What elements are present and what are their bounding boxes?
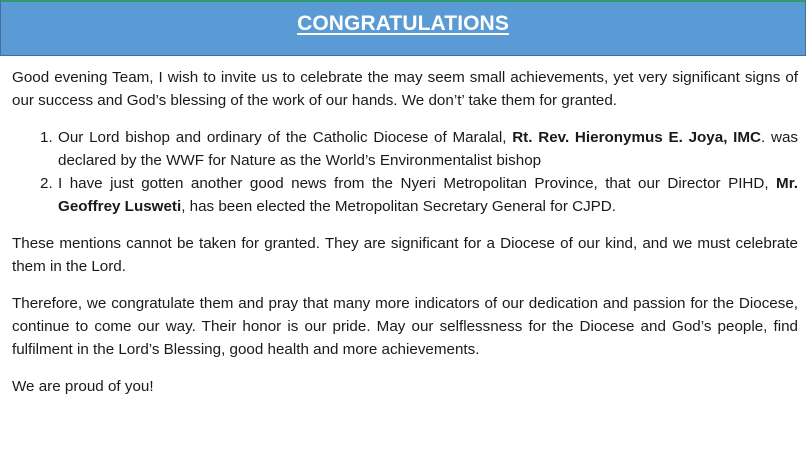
list-item [12,126,798,172]
list-item [12,172,798,218]
closing-line: We are proud of you! [12,378,154,395]
honoree-name: Rt. Rev. Hieronymus E. Joya, IMC [512,129,762,146]
therefore-paragraph: Therefore, we congratulate them and pray that many more indicators of our dedication and passion for the Diocese, continue to come our way. Their honor is our pride. May our selflessness for the Diocese and God’s people, find fulfilment in the Lord’s Blessing, good health and more achievements. [12,295,798,358]
list-text: Our Lord bishop and ordinary of the Catholic Diocese of Maralal, [58,129,513,146]
honoree-name: Mr. Geoffrey Lusweti [58,175,798,215]
page-title: CONGRATULATIONS [297,12,509,35]
achievements-list [12,126,798,218]
list-number: 1. [40,129,53,146]
header-banner [0,0,806,56]
list-text: I have just gotten another good news from the Nyeri Metropolitan Province, that our Director PIHD, [58,175,777,192]
list-text: . was declared by the WWF for Nature as the World’s Environmentalist bishop [58,129,799,169]
intro-paragraph: Good evening Team, I wish to invite us to celebrate the may seem small achievements, yet very significant signs of our success and God’s blessing of the work of our hands. We don’t’ take them for granted. [12,69,798,109]
list-number: 2. [40,175,53,192]
mentions-paragraph: These mentions cannot be taken for granted. They are significant for a Diocese of our kind, and we must celebrate them in the Lord. [12,235,798,275]
document-body [12,66,798,412]
list-text: , has been elected the Metropolitan Secretary General for CJPD. [181,198,616,215]
